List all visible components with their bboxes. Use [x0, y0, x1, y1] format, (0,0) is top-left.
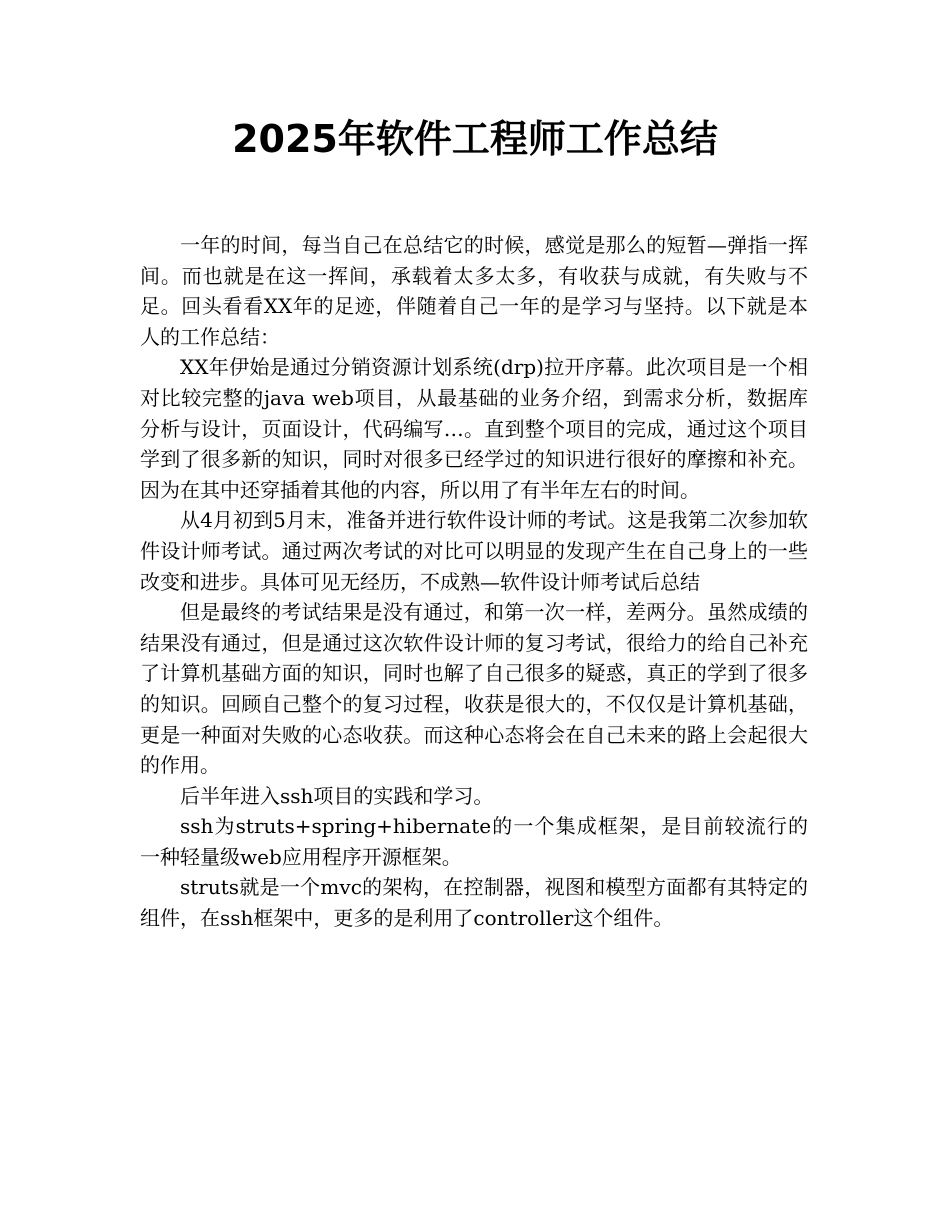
paragraph-exam-preparation: 从4月初到5月末，准备并进行软件设计师的考试。这是我第二次参加软件设计师考试。通过两次考试的对比可以明显的发现产生在自己身上的一些改变和进步。具体可见无经历，不成熟—软件设计师考试后总结: [140, 508, 808, 594]
paragraph-ssh-definition: ssh为struts+spring+hibernate的一个集成框架，是目前较流行的一种轻量级web应用程序开源框架。: [140, 814, 808, 869]
paragraph-ssh-intro: 后半年进入ssh项目的实践和学习。: [180, 783, 494, 808]
paragraph-struts: struts就是一个mvc的架构，在控制器，视图和模型方面都有其特定的组件，在ssh框架中，更多的是利用了controller这个组件。: [140, 875, 808, 931]
document-title: 2025年软件工程师工作总结: [232, 117, 718, 161]
paragraph-exam-result: 但是最终的考试结果是没有通过，和第一次一样，差两分。虽然成绩的结果没有通过，但是通过这次软件设计师的复习考试，很给力的给自己补充了计算机基础方面的知识，同时也解了自己很多的疑惑，真正的学到了很多的知识。回顾自己整个的复习过程，收获是很大的，不仅仅是计算机基础，更是一种面对失败的心态收获。而这种心态将会在自己未来的路上会起很大的作用。: [140, 600, 808, 778]
paragraph-intro: 一年的时间，每当自己在总结它的时候，感觉是那么的短暂—弹指一挥间。而也就是在这一挥间，承载着太多太多，有收获与成就，有失败与不足。回头看看XX年的足迹，伴随着自己一年的是学习与坚持。以下就是本人的工作总结：: [140, 233, 808, 349]
document-body: [140, 230, 808, 934]
paragraph-drp-project: XX年伊始是通过分销资源计划系统(drp)拉开序幕。此次项目是一个相对比较完整的java web项目，从最基础的业务介绍，到需求分析，数据库分析与设计，页面设计，代码编写…。直到整个项目的完成，通过这个项目学到了很多新的知识，同时对很多已经学过的知识进行很好的摩擦和补充。因为在其中还穿插着其他的内容，所以用了有半年左右的时间。: [140, 355, 808, 502]
